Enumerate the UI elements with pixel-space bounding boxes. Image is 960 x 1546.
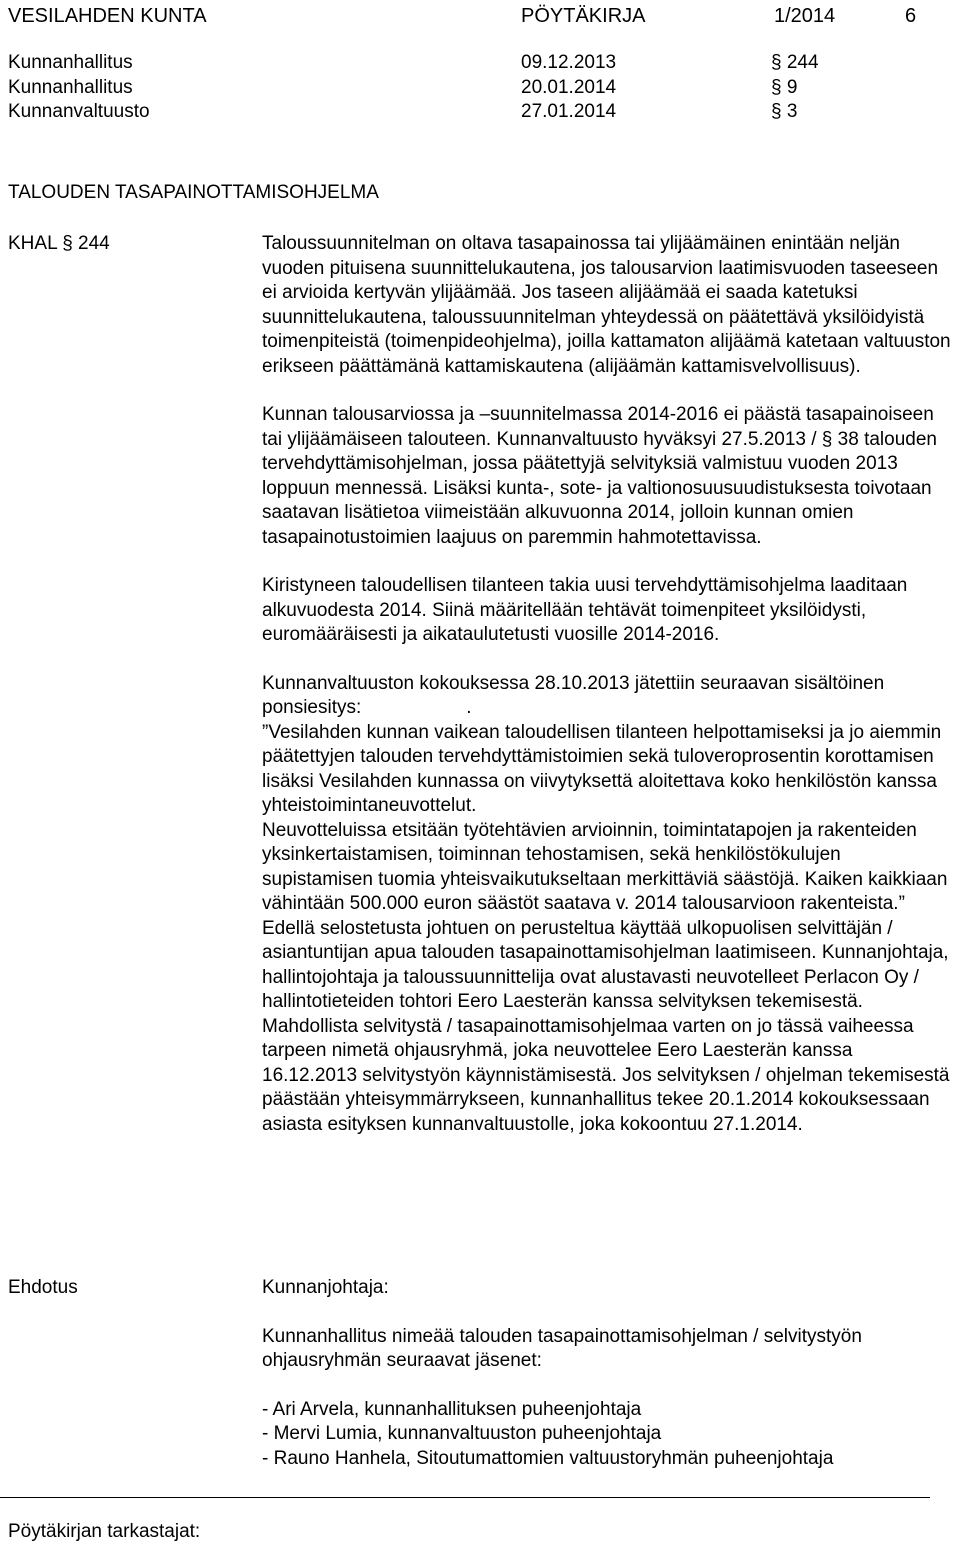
meeting-body: Kunnanhallitus — [8, 77, 133, 98]
member-item: - Mervi Lumia, kunnanvaltuuston puheenjohtaja — [262, 1423, 662, 1444]
proposal-by: Kunnanjohtaja: — [262, 1277, 389, 1298]
paragraph: Taloussuunnitelman on oltava tasapainossa tai ylijäämäinen enintään neljän vuoden pituisena suunnittelukautena, jos talousarvion laatimisvuoden taseeseen ei arvioida kertyvän ylijäämää. Jos taseen alijäämää ei saada katetuksi suunnittelukautena, taloussuunnitelman yhteydessä on päätettävä yksilöidyistä toimenpiteistä (toimenpideohjelma), joilla kattamaton alijäämä katetaan valtuuston erikseen päättämänä kattamiskautena (alijäämän kattamisvelvollisuus). — [262, 233, 951, 377]
document-type: PÖYTÄKIRJA — [521, 5, 646, 27]
meeting-body: Kunnanhallitus — [8, 52, 133, 73]
meeting-date: 20.01.2014 — [521, 77, 617, 98]
page-number: 6 — [905, 5, 917, 27]
member-item: - Ari Arvela, kunnanhallituksen puheenjohtaja — [262, 1398, 642, 1420]
proposal-text — [262, 1276, 952, 1471]
member-item: - Rauno Hanhela, Sitoutumattomien valtuustoryhmän puheenjohtaja — [262, 1447, 834, 1469]
meeting-date: 09.12.2013 — [521, 52, 617, 73]
motion-tail: . — [466, 697, 472, 718]
document-title: TALOUDEN TASAPAINOTTAMISOHJELMA — [8, 182, 379, 203]
meeting-section: § 244 — [771, 52, 819, 73]
motion-paragraph: Edellä selostetusta johtuen on perusteltua käyttää ulkopuolisen selvittäjän / asiantuntijan apua talouden tasapainottamisohjelman laatimiseen. Kunnanjohtaja, hallintojohtaja ja taloussuunnittelija ovat alustavasti neuvotelleet Perlacon Oy / hallintotieteiden tohtori Eero Laesterän kanssa selvityksen tekemisestä. Mahdollista selvitystä / tasapainottamisohjelmaa varten on jo tässä vaiheessa tarpeen nimetä ohjausryhmä, joka neuvottelee Eero Laesterän kanssa 16.12.2013 selvitystyön käynnistämisestä. Jos selvityksen / ohjelman tekemisestä päästään yhteisymmärrykseen, kunnanhallitus tekee 20.1.2014 kokouksessaan asiasta esityksen kunnanvaltuustolle, joka kokoontuu 27.1.2014. — [262, 917, 950, 1135]
body-text — [262, 232, 952, 1137]
proposal-statement: Kunnanhallitus nimeää talouden tasapainottamisohjelman / selvitystyön ohjausryhmän seuraavat jäsenet: — [262, 1325, 862, 1371]
issue-number: 1/2014 — [774, 5, 836, 27]
meeting-body: Kunnanvaltuusto — [8, 101, 150, 122]
motion-paragraph: Neuvotteluissa etsitään työtehtävien arvioinnin, toimintatapojen ja rakenteiden yksinkertaistamisen, toiminnan tehostamisen, sekä henkilöstökulujen supistamisen tuomia yhteisvaikutukseltaan merkittäviä säästöjä. Kaiken kaikkiaan vähintään 500.000 euron säästöt saatava v. 2014 talousarvioon rakenteista.” — [262, 819, 948, 914]
meeting-section: § 9 — [771, 77, 798, 98]
member-list — [262, 1398, 952, 1472]
motion-intro-line — [262, 672, 952, 721]
org-name: VESILAHDEN KUNTA — [8, 5, 207, 27]
motion-intro: Kunnanvaltuuston kokouksessa 28.10.2013 jätettiin seuraavan sisältöinen ponsiesitys: — [262, 672, 885, 718]
footer-divider — [0, 1497, 930, 1498]
paragraph: Kunnan talousarviossa ja –suunnitelmassa 2014-2016 ei päästä tasapainoiseen tai ylijäämäiseen talouteen. Kunnanvaltuusto hyväksyi 27.5.2013 / § 38 talouden tervehdyttämisohjelman, jossa päätettyjä selvityksiä valmistuu vuoden 2013 loppuun mennessä. Lisäksi kunta-, sote- ja valtionosuusuudistuksesta toivotaan saatavan lisätietoa viimeistään alkuvuonna 2014, jolloin kunnan omien tasapainotustoimien laajuus on paremmin hahmotettavissa. — [262, 404, 937, 548]
footer-label: Pöytäkirjan tarkastajat: — [8, 1521, 201, 1542]
item-label: KHAL § 244 — [8, 233, 110, 254]
motion-paragraph: ”Vesilahden kunnan vaikean taloudellisen tilanteen helpottamiseksi ja jo aiemmin päätettyjen talouden tervehdyttämistoimien sekä tuloveroprosentin korottamisen lisäksi Vesilahden kunnassa on viivytyksettä aloitettava koko henkilöstön kanssa yhteistoimintaneuvottelut. — [262, 721, 942, 816]
paragraph: Kiristyneen taloudellisen tilanteen takia uusi tervehdyttämisohjelma laaditaan alkuvuodesta 2014. Siinä määritellään tehtävät toimenpiteet yksilöidysti, euromääräisesti ja aikataulutetusti vuosille 2014-2016. — [262, 575, 908, 645]
proposal-label: Ehdotus — [8, 1277, 78, 1298]
meeting-section: § 3 — [771, 101, 798, 122]
meeting-date: 27.01.2014 — [521, 101, 617, 122]
